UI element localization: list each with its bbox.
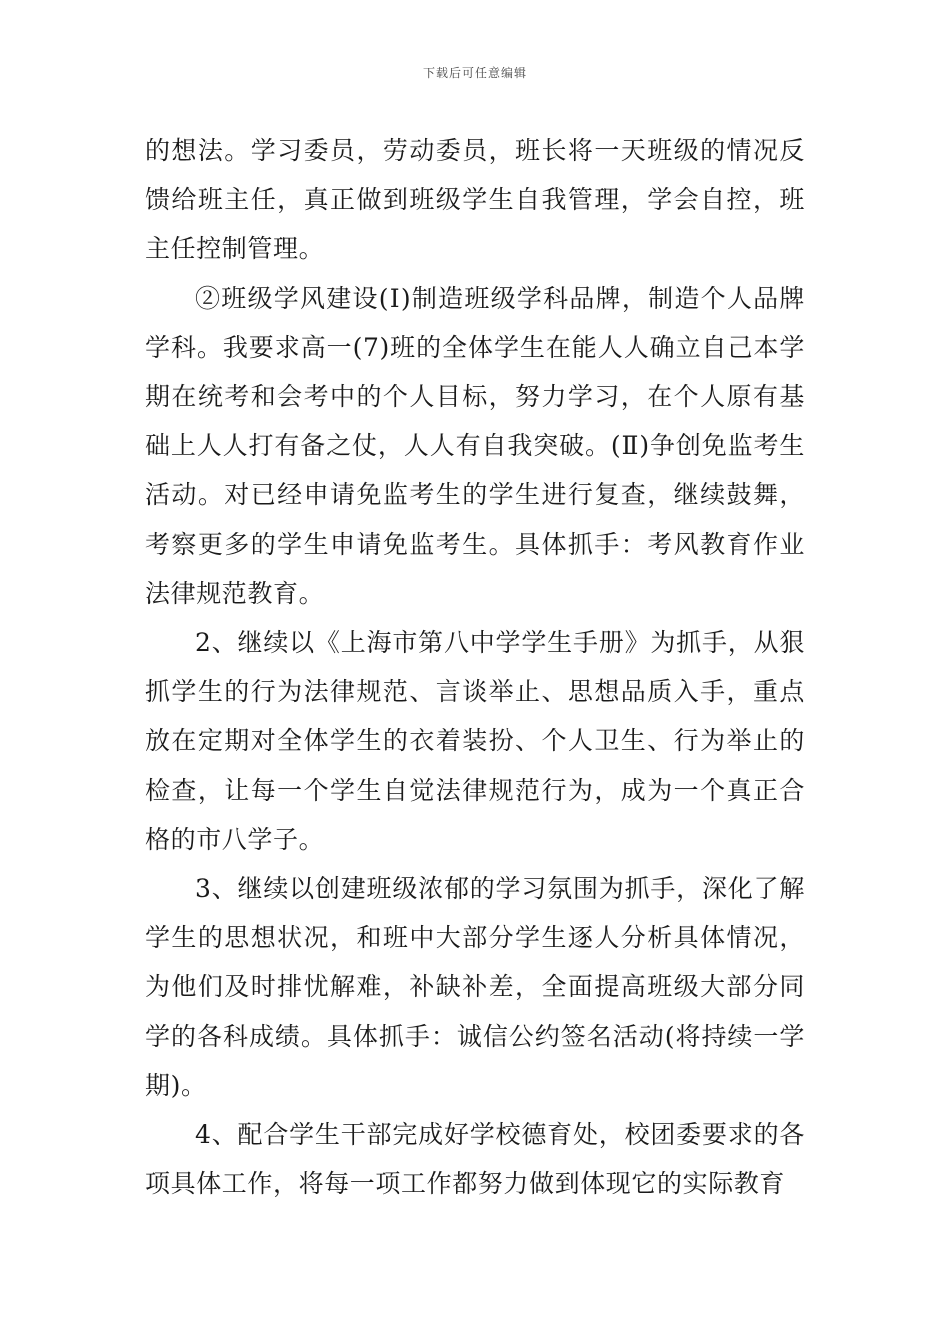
page-header: 下载后可任意编辑 (422, 66, 527, 80)
paragraph-5: 4、配合学生干部完成好学校德育处，校团委要求的各项具体工作，将每一项工作都努力做到体现它的实际教育 (145, 1120, 805, 1199)
paragraph-3: 2、继续以《上海市第八中学学生手册》为抓手，从狠抓学生的行为法律规范、言谈举止、思想品质入手，重点放在定期对全体学生的衣着装扮、个人卫生、行为举止的检查，让每一个学生自觉法律规范行为，成为一个真正合格的市八学子。 (145, 628, 805, 854)
paragraph-4: 3、继续以创建班级浓郁的学习氛围为抓手，深化了解学生的思想状况，和班中大部分学生逐人分析具体情况，为他们及时排忧解难，补缺补差，全面提高班级大部分同学的各科成绩。具体抓手：诚信公约签名活动(将持续一学期)。 (145, 874, 805, 1100)
paragraph-2: ②班级学风建设(Ⅰ)制造班级学科品牌，制造个人品牌学科。我要求高一(7)班的全体学生在能人人确立自己本学期在统考和会考中的个人目标，努力学习，在个人原有基础上人人打有备之仗，人人有自我突破。(Ⅱ)争创免监考生活动。对已经申请免监考生的学生进行复查，继续鼓舞，考察更多的学生申请免监考生。具体抓手：考风教育作业法律规范教育。 (145, 283, 805, 608)
document-body (145, 126, 805, 1208)
paragraph-1: 的想法。学习委员，劳动委员，班长将一天班级的情况反馈给班主任，真正做到班级学生自我管理，学会自控，班主任控制管理。 (145, 136, 805, 264)
